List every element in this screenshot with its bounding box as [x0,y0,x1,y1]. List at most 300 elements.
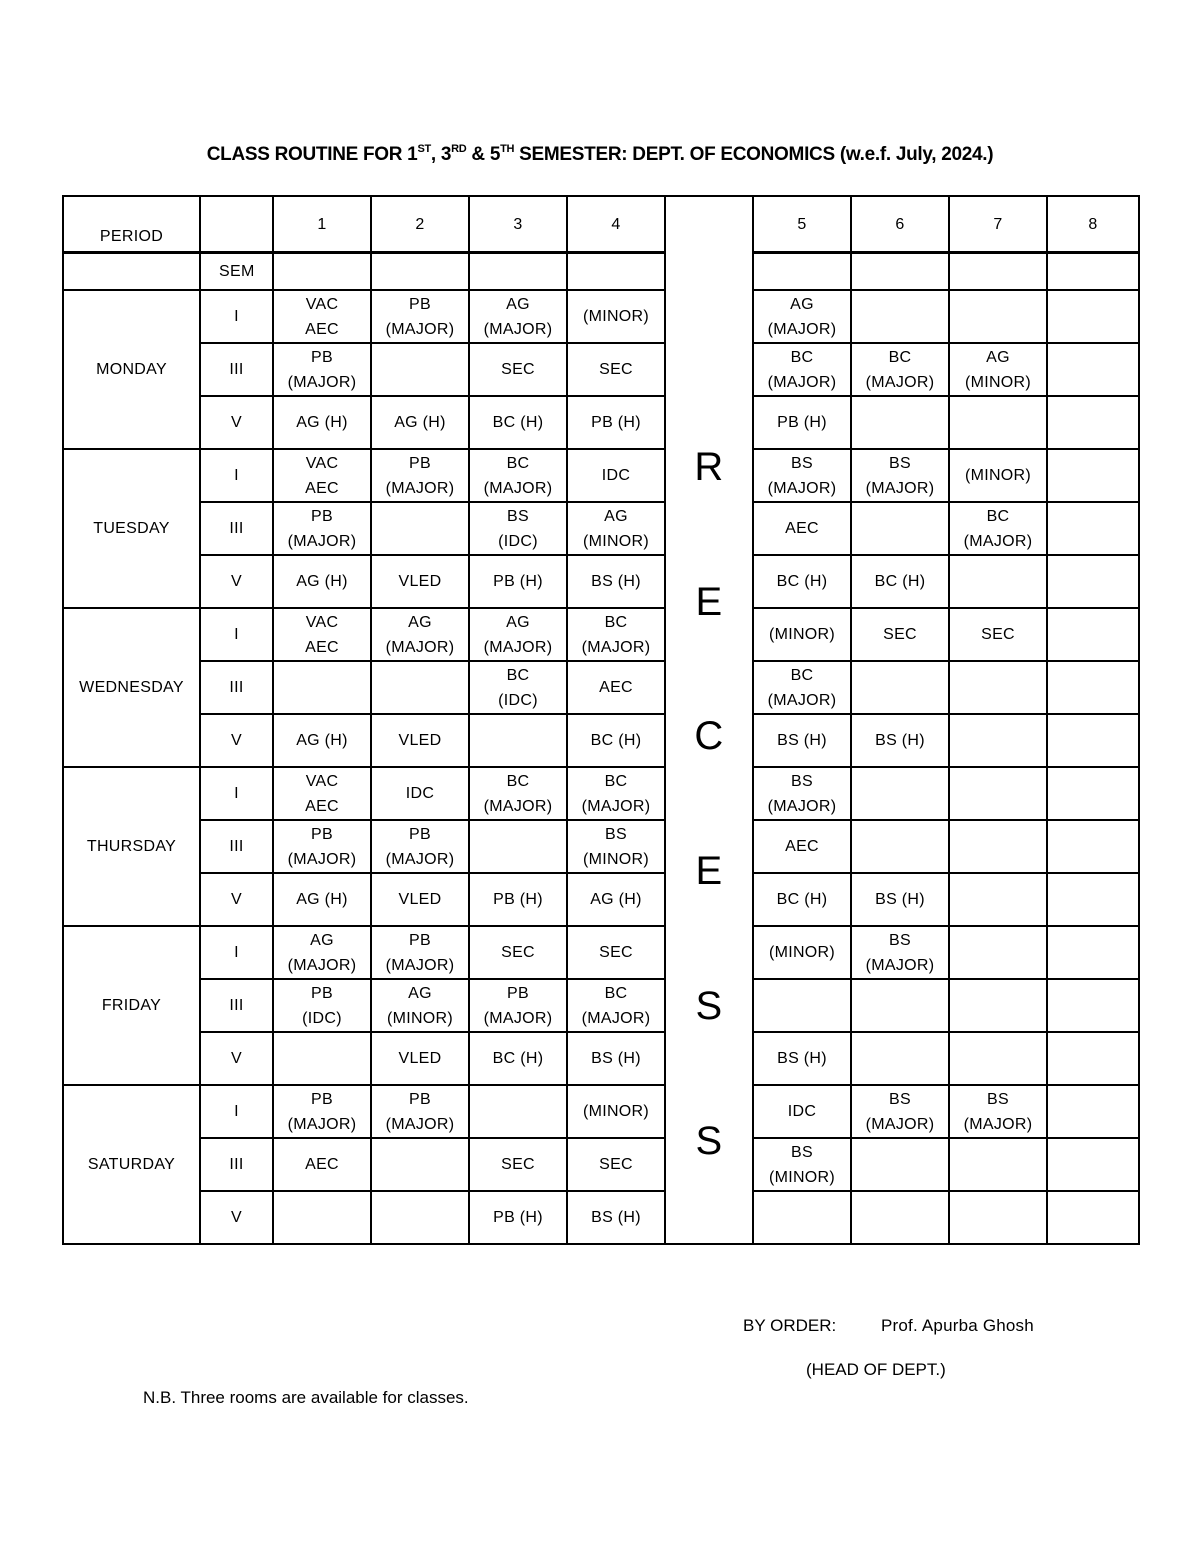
routine-row [63,502,1139,555]
semester-label: I [200,608,273,661]
class-cell [851,767,949,820]
class-cell [273,1191,371,1244]
class-code: AEC [305,320,339,338]
routine-table [62,195,1140,1245]
class-code: BC [790,348,814,366]
class-cell [567,1191,665,1244]
class-cell [851,502,949,555]
class-code: PB [311,507,333,525]
class-code: BS (H) [591,1050,641,1067]
class-code: (IDC) [302,1009,342,1027]
class-cell [469,979,567,1032]
class-code: (MINOR) [582,1103,650,1120]
class-code: (IDC) [498,532,538,550]
class-code: BC [790,666,814,684]
blank-cell [63,253,200,291]
class-code: (MINOR) [964,373,1032,391]
class-cell [469,873,567,926]
class-code: AG [506,295,530,313]
class-code: AEC [599,679,633,696]
routine-row [63,343,1139,396]
class-cell [949,396,1047,449]
class-code: BS (H) [777,732,827,749]
class-code: (MAJOR) [581,1009,651,1027]
class-cell [753,396,851,449]
semester-label: III [200,343,273,396]
sem-header: SEM [200,253,273,291]
class-code: (MAJOR) [287,532,357,550]
class-code: (MAJOR) [581,797,651,815]
class-cell [1047,873,1139,926]
class-code: (MAJOR) [287,373,357,391]
class-cell [371,767,469,820]
class-code: (MINOR) [582,850,650,868]
class-cell [469,1032,567,1085]
day-label: TUESDAY [63,449,200,608]
class-code: BC [888,348,912,366]
class-cell [1047,343,1139,396]
class-cell [949,1085,1047,1138]
class-cell [851,290,949,343]
class-cell [371,1138,469,1191]
class-cell [567,714,665,767]
class-code: (MAJOR) [865,373,935,391]
class-cell [567,608,665,661]
class-cell [949,290,1047,343]
class-cell [753,608,851,661]
class-cell [567,767,665,820]
class-cell [851,926,949,979]
class-cell [1047,449,1139,502]
routine-row [63,1191,1139,1244]
class-cell [469,767,567,820]
blank-cell [567,253,665,291]
class-cell [567,979,665,1032]
routine-row [63,290,1139,343]
period-number: 6 [851,196,949,253]
class-cell [1047,1191,1139,1244]
class-cell [1047,767,1139,820]
class-code: PB [507,984,529,1002]
class-code: BC (H) [590,732,642,749]
class-code: IDC [601,467,631,484]
class-cell [753,1032,851,1085]
class-cell [1047,396,1139,449]
day-label: FRIDAY [63,926,200,1085]
class-cell [949,449,1047,502]
class-code: BS (H) [591,573,641,590]
class-cell [273,1032,371,1085]
class-code: BC [506,666,530,684]
class-cell [469,661,567,714]
class-cell [567,661,665,714]
period-header: PERIOD [63,196,200,253]
class-code: VLED [398,1050,442,1067]
class-cell [851,1032,949,1085]
class-cell [273,979,371,1032]
class-cell [753,502,851,555]
routine-row [63,555,1139,608]
class-cell [851,1138,949,1191]
semester-label: V [200,873,273,926]
blank-cell [273,253,371,291]
class-code: (MAJOR) [767,797,837,815]
class-code: (MINOR) [582,308,650,325]
class-code: SEC [501,361,535,378]
routine-row [63,1138,1139,1191]
class-code: PB (H) [493,573,543,590]
class-cell [949,502,1047,555]
class-code: (MAJOR) [287,1115,357,1133]
class-cell [567,926,665,979]
class-code: (MAJOR) [483,638,553,656]
class-code: (MAJOR) [385,956,455,974]
class-code: AG [408,613,432,631]
routine-row [63,608,1139,661]
class-cell [1047,1032,1139,1085]
class-code: (MAJOR) [385,1115,455,1133]
note: N.B. Three rooms are available for classes. [143,1388,469,1407]
semester-label: III [200,661,273,714]
class-code: BS [889,454,911,472]
class-code: (MAJOR) [865,1115,935,1133]
class-cell [1047,608,1139,661]
class-code: SEC [501,1156,535,1173]
period-number: 3 [469,196,567,253]
class-code: BC [986,507,1010,525]
class-cell [851,608,949,661]
class-cell [949,1191,1047,1244]
routine-row [63,820,1139,873]
class-code: (MAJOR) [963,532,1033,550]
class-cell [851,449,949,502]
class-cell [567,502,665,555]
class-code: BS [791,772,813,790]
class-cell [567,820,665,873]
period-number: 4 [567,196,665,253]
class-code: BS [889,1090,911,1108]
class-code: SEC [883,626,917,643]
class-code: SEC [981,626,1015,643]
class-code: BC (H) [776,891,828,908]
recess-letter: S [695,984,723,1028]
class-code: PB [311,1090,333,1108]
semester-label: I [200,767,273,820]
class-cell [469,608,567,661]
class-code: AG (H) [296,414,348,431]
class-cell [273,449,371,502]
class-cell [753,714,851,767]
class-cell [753,555,851,608]
class-cell [753,1138,851,1191]
class-code: (MINOR) [582,532,650,550]
semester-label: I [200,1085,273,1138]
semester-label: III [200,820,273,873]
class-code: VLED [398,891,442,908]
sem-header-blank [200,196,273,253]
class-code: AEC [785,838,819,855]
semester-label: V [200,555,273,608]
class-cell [567,555,665,608]
class-code: (MAJOR) [385,850,455,868]
class-code: (MAJOR) [581,638,651,656]
class-code: BS [791,454,813,472]
class-code: (MINOR) [768,1168,836,1186]
class-cell [371,290,469,343]
class-cell [567,290,665,343]
routine-row [63,449,1139,502]
class-cell [753,926,851,979]
class-cell [371,926,469,979]
class-code: BS [605,825,627,843]
class-code: PB [311,348,333,366]
class-cell [753,343,851,396]
semester-label: III [200,979,273,1032]
blank-cell [371,253,469,291]
class-code: (MAJOR) [385,320,455,338]
class-cell [469,1191,567,1244]
period-number: 2 [371,196,469,253]
class-cell [851,820,949,873]
class-cell [567,1138,665,1191]
class-code: (MAJOR) [483,479,553,497]
class-code: PB [409,295,431,313]
class-cell [469,820,567,873]
blank-cell [1047,253,1139,291]
class-code: (MINOR) [964,467,1032,484]
signatory-designation: (HEAD OF DEPT.) [806,1360,946,1379]
class-cell [851,1085,949,1138]
class-code: PB (H) [493,891,543,908]
class-code: (MAJOR) [385,638,455,656]
class-cell [949,767,1047,820]
class-cell [273,661,371,714]
class-code: BS (H) [875,891,925,908]
class-code: SEC [599,361,633,378]
period-number: 5 [753,196,851,253]
class-code: BC (H) [776,573,828,590]
class-code: BC (H) [874,573,926,590]
semester-label: I [200,290,273,343]
semester-label: V [200,1191,273,1244]
class-cell [273,343,371,396]
class-cell [273,714,371,767]
class-code: IDC [787,1103,817,1120]
class-code: AEC [305,479,339,497]
class-code: BS (H) [777,1050,827,1067]
class-cell [753,820,851,873]
class-code: BC [506,454,530,472]
class-cell [567,1032,665,1085]
class-cell [753,449,851,502]
routine-row [63,396,1139,449]
class-code: BC (H) [492,414,544,431]
class-cell [949,608,1047,661]
recess-letter: R [694,445,724,489]
class-code: PB (H) [591,414,641,431]
class-code: (MAJOR) [483,1009,553,1027]
class-code: (MAJOR) [963,1115,1033,1133]
class-cell [1047,661,1139,714]
recess-letter: E [695,849,723,893]
semester-label: V [200,714,273,767]
semester-label: I [200,449,273,502]
class-cell [1047,979,1139,1032]
class-code: BC [604,772,628,790]
class-cell [371,449,469,502]
class-cell [371,343,469,396]
class-code: BC (H) [492,1050,544,1067]
class-code: (MINOR) [768,626,836,643]
class-code: BC [604,613,628,631]
class-code: PB [311,825,333,843]
class-cell [273,1138,371,1191]
class-cell [567,449,665,502]
class-code: VAC [305,295,339,313]
class-code: AG (H) [394,414,446,431]
class-code: SEC [599,944,633,961]
routine-row [63,767,1139,820]
class-code: AG (H) [296,732,348,749]
class-cell [851,661,949,714]
period-number: 7 [949,196,1047,253]
class-cell [851,714,949,767]
class-cell [1047,1138,1139,1191]
class-code: (MAJOR) [287,850,357,868]
class-code: (MINOR) [768,944,836,961]
class-code: VAC [305,454,339,472]
class-code: SEC [599,1156,633,1173]
class-code: (MINOR) [386,1009,454,1027]
blank-cell [949,253,1047,291]
class-cell [949,820,1047,873]
class-cell [949,714,1047,767]
blank-cell [851,253,949,291]
class-code: PB [409,825,431,843]
class-code: PB [409,931,431,949]
blank-cell [469,253,567,291]
class-cell [851,555,949,608]
class-code: VLED [398,732,442,749]
class-cell [567,396,665,449]
class-code: BS [791,1143,813,1161]
class-cell [469,502,567,555]
day-label: SATURDAY [63,1085,200,1244]
class-code: AG [604,507,628,525]
class-cell [371,1191,469,1244]
period-number: 1 [273,196,371,253]
class-cell [753,979,851,1032]
routine-row [63,1032,1139,1085]
routine-row [63,1085,1139,1138]
class-cell [753,767,851,820]
class-cell [753,1191,851,1244]
class-cell [273,502,371,555]
class-code: AEC [305,638,339,656]
class-cell [371,1032,469,1085]
class-code: (MAJOR) [767,479,837,497]
class-cell [371,1085,469,1138]
class-code: VAC [305,772,339,790]
class-code: (MAJOR) [385,479,455,497]
class-cell [469,714,567,767]
class-cell [273,555,371,608]
recess-letter: S [695,1119,723,1163]
class-cell [1047,502,1139,555]
class-cell [753,661,851,714]
recess-column [665,196,753,1244]
semester-label: III [200,502,273,555]
class-cell [1047,926,1139,979]
class-cell [469,1138,567,1191]
class-cell [273,608,371,661]
class-cell [371,396,469,449]
class-cell [1047,714,1139,767]
class-cell [949,979,1047,1032]
routine-row [63,714,1139,767]
class-code: BS [987,1090,1009,1108]
class-cell [851,979,949,1032]
class-code: (MAJOR) [767,691,837,709]
class-cell [949,926,1047,979]
class-code: PB [409,454,431,472]
class-code: BS (H) [591,1209,641,1226]
class-cell [753,1085,851,1138]
class-code: AG (H) [590,891,642,908]
class-code: (MAJOR) [865,956,935,974]
class-code: (MAJOR) [865,479,935,497]
class-code: (MAJOR) [483,797,553,815]
class-cell [851,873,949,926]
class-cell [273,290,371,343]
class-cell [469,926,567,979]
recess-letter: C [694,714,724,758]
class-cell [1047,290,1139,343]
semester-label: V [200,396,273,449]
class-cell [273,820,371,873]
class-cell [371,820,469,873]
class-cell [469,1085,567,1138]
class-code: PB (H) [493,1209,543,1226]
routine-row [63,926,1139,979]
class-cell [949,1032,1047,1085]
routine-row [63,873,1139,926]
class-cell [469,449,567,502]
semester-label: I [200,926,273,979]
class-cell [949,873,1047,926]
class-code: PB [311,984,333,1002]
page-title: CLASS ROUTINE FOR 1ST, 3RD & 5TH SEMESTER: DEPT. OF ECONOMICS (w.e.f. July, 2024.) [206,143,994,165]
class-cell [1047,820,1139,873]
class-cell [273,396,371,449]
class-cell [567,343,665,396]
class-code: AG [408,984,432,1002]
class-cell [371,608,469,661]
class-cell [273,1085,371,1138]
class-code: (IDC) [498,691,538,709]
by-order-label: BY ORDER: [743,1316,837,1335]
routine-row [63,979,1139,1032]
class-cell [949,343,1047,396]
class-cell [273,926,371,979]
class-cell [469,343,567,396]
class-cell [371,873,469,926]
class-code: BS [507,507,529,525]
class-code: AEC [305,1156,339,1173]
signatory-name: Prof. Apurba Ghosh [881,1316,1034,1335]
class-cell [851,343,949,396]
class-code: BS [889,931,911,949]
